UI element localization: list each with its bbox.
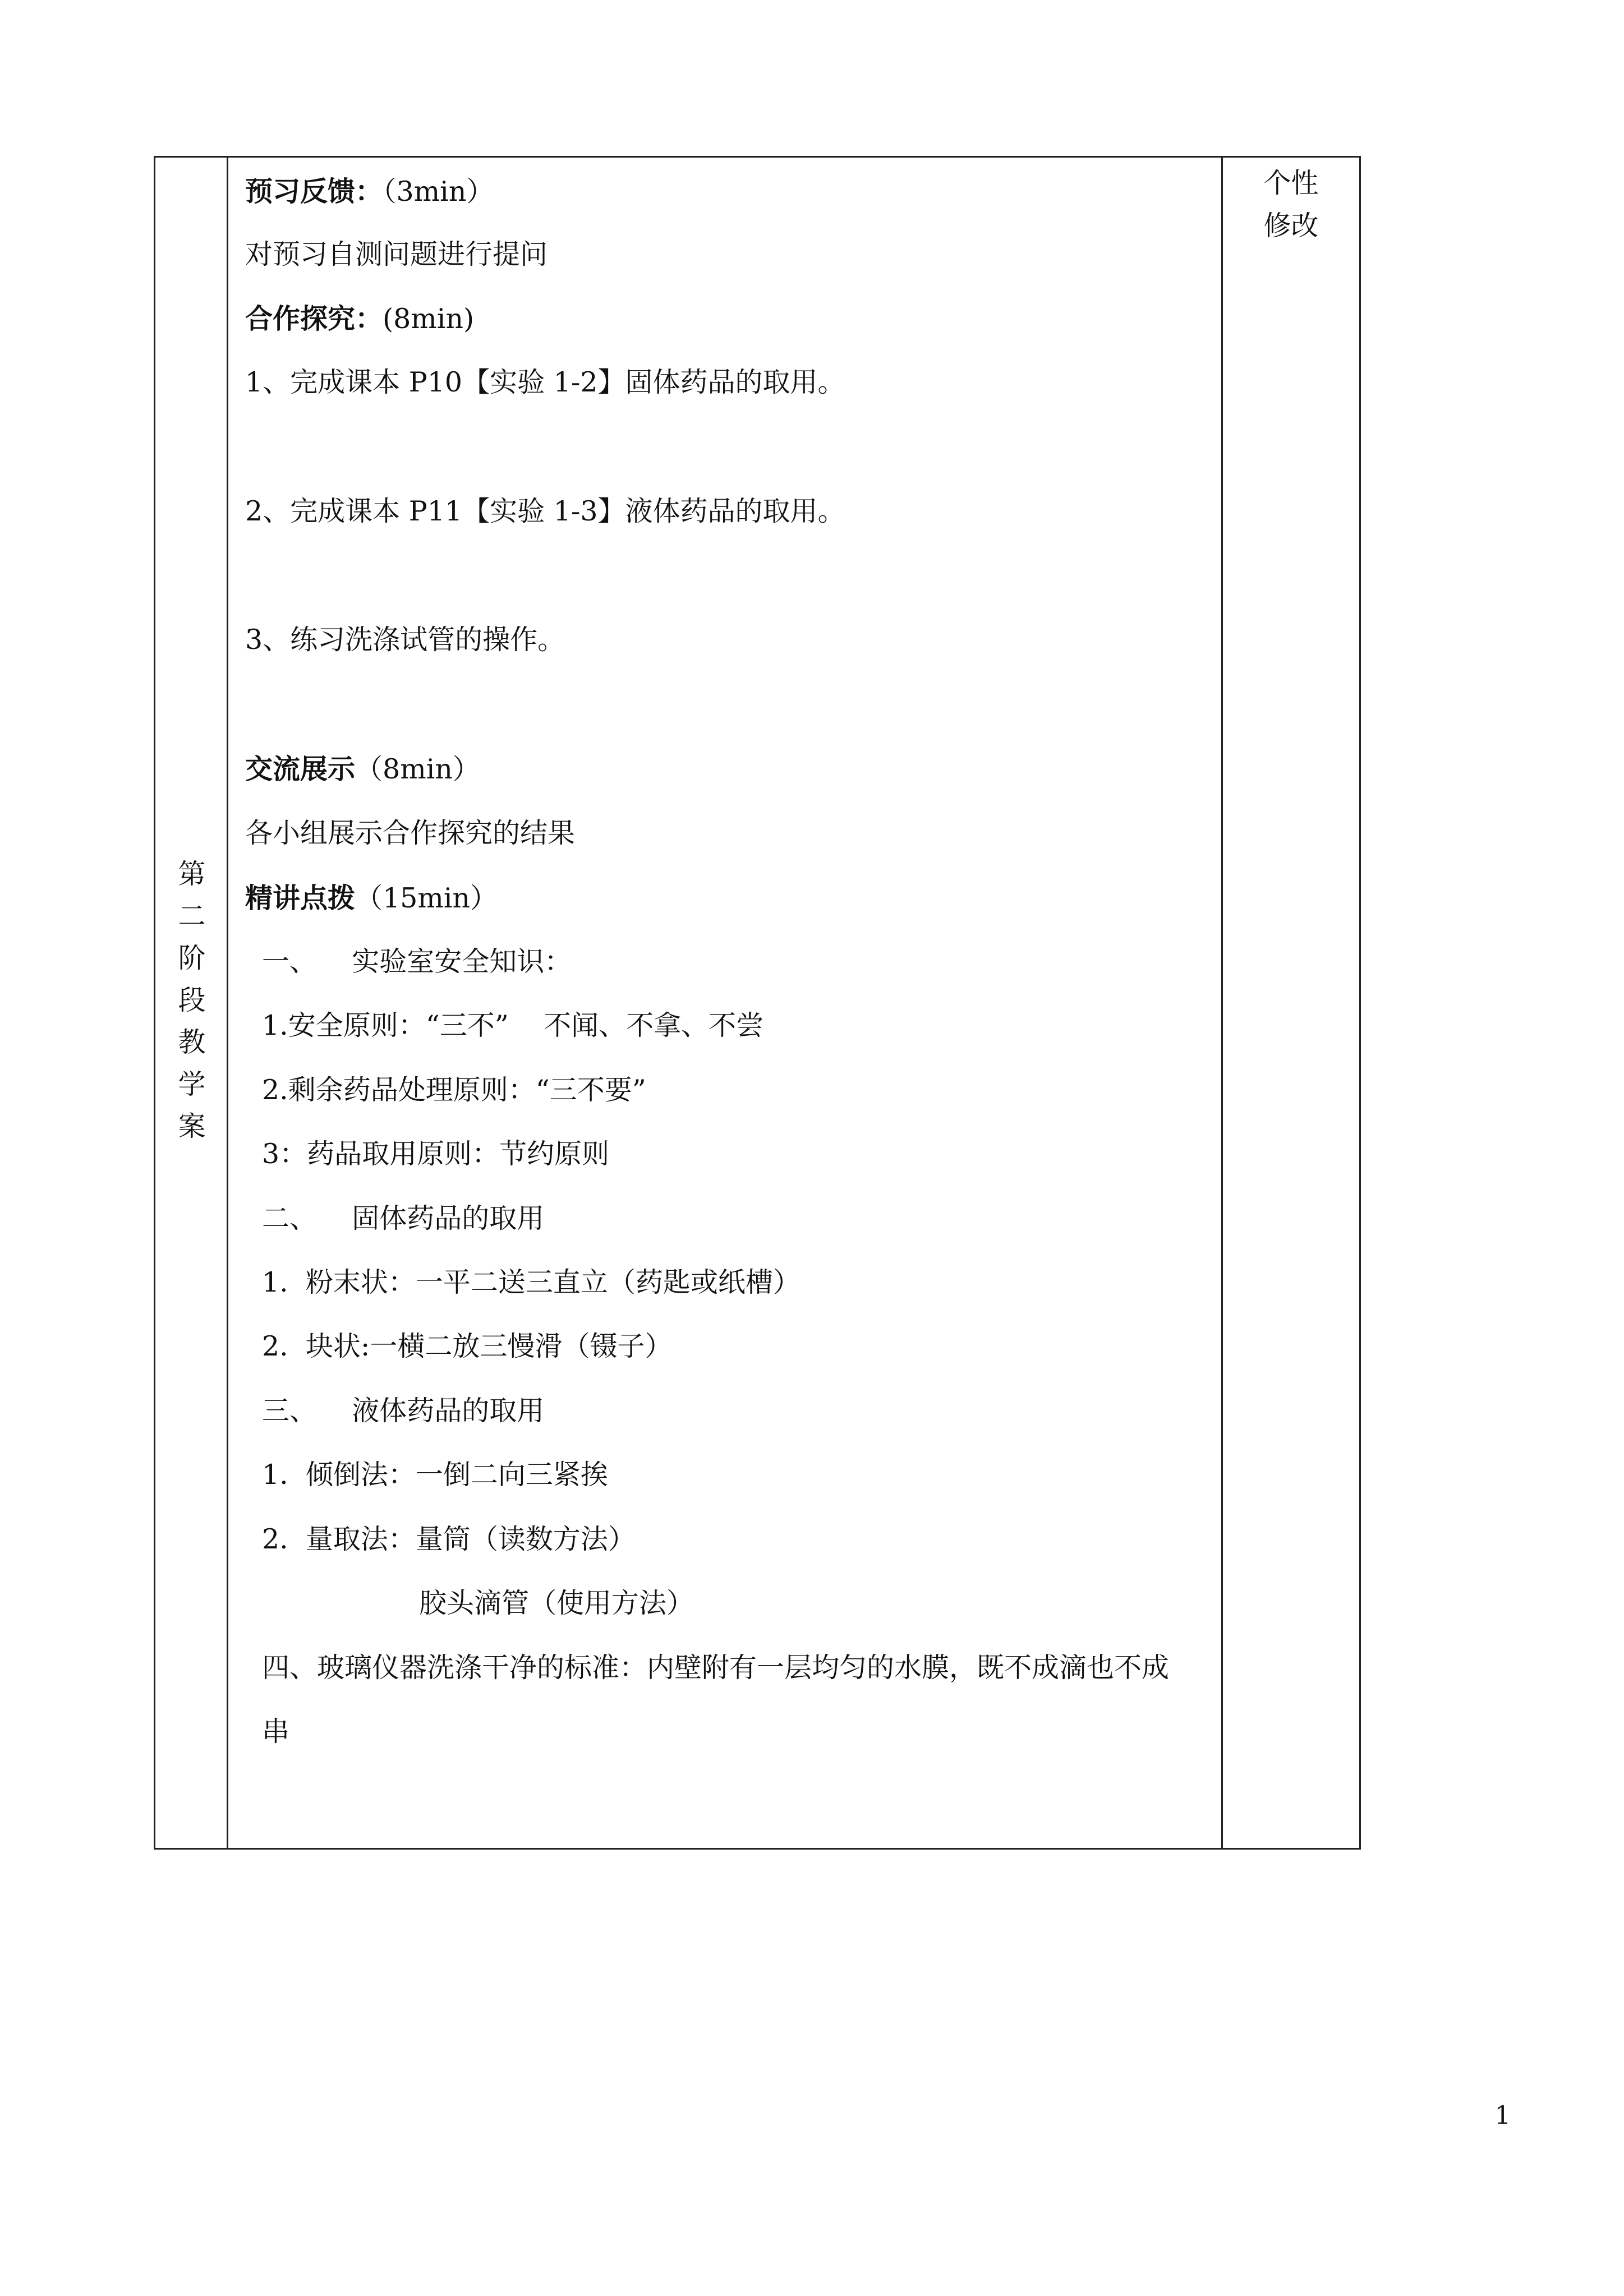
key-point-line: 1. 倾倒法：一倒二向三紧挨 [262,1459,608,1491]
key-point-line: 一、 实验室安全知识： [262,946,572,978]
key-point-line: 四、玻璃仪器洗涤干净的标准：内壁附有一层均匀的水膜，既不成滴也不成 [262,1652,1170,1684]
key-point-line: 1. 粉末状：一平二送三直立（药匙或纸槽） [262,1266,801,1298]
key-point-line: 二、 固体药品的取用 [262,1202,545,1234]
cooperative-heading: 合作探究：(8min) [245,302,475,335]
revise-label: 个性 修改 [1263,167,1319,242]
cooperative-item: 3、练习洗涤试管的操作。 [245,624,565,656]
cooperative-item: 2、完成课本 P11【实验 1-3】液体药品的取用。 [245,495,845,527]
preview-feedback-text: 对预习自测问题进行提问 [245,238,548,270]
exchange-text: 各小组展示合作探究的结果 [245,817,576,849]
preview-feedback-heading: 预习反馈：（3min） [245,175,494,208]
key-point-line: 1.安全原则：“三不” 不闻、不拿、不尝 [262,1009,764,1041]
column-divider [227,158,228,1848]
revise-column [1223,158,1359,1848]
key-points-heading: 精讲点拨（15min） [245,882,498,914]
key-point-line: 3：药品取用原则：节约原则 [262,1138,610,1170]
key-point-line: 串 [262,1716,290,1748]
page-number: 1 [1494,2100,1511,2130]
stage-label: 第 二 阶 段 教 学 案 [178,858,206,1142]
lesson-table [154,156,1361,1850]
key-point-line: 胶头滴管（使用方法） [419,1587,694,1619]
key-point-line: 三、 液体药品的取用 [262,1395,545,1427]
exchange-heading: 交流展示（8min） [245,753,480,785]
stage-column [155,158,228,1848]
key-point-line: 2.剩余药品处理原则：“三不要” [262,1074,646,1106]
key-point-line: 2. 量取法：量筒（读数方法） [262,1523,636,1555]
cooperative-item: 1、完成课本 P10【实验 1-2】固体药品的取用。 [245,366,845,398]
key-point-line: 2. 块状:一横二放三慢滑（镊子） [262,1330,673,1362]
